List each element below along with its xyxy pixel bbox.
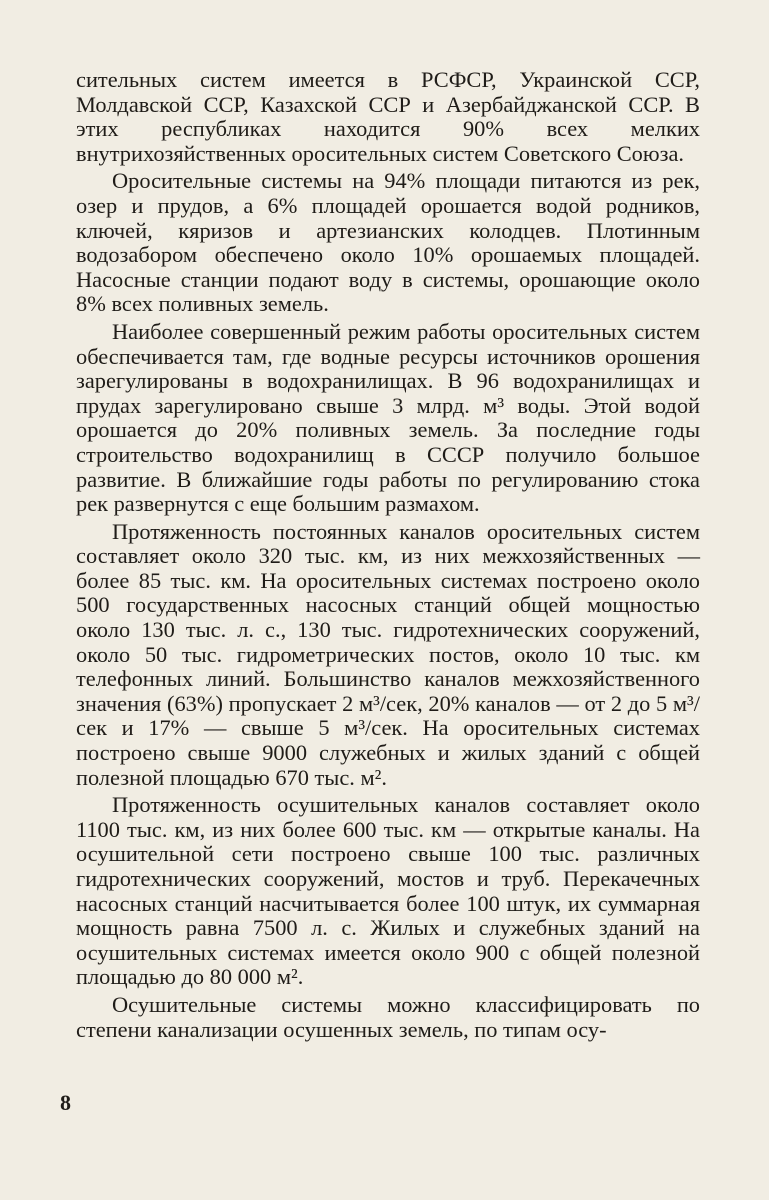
paragraph-5: Протяженность осушительных каналов составляет около 1100 тыс. км, из них более 600 тыс. км — открытые каналы. На осушительной сети построено свыше 100 тыс. различных гидротехнических сооружений, мостов и труб. Перекачечных насосных станций насчитывается более 100 штук, их суммарная мощность равна 7500 л. с. Жилых и служебных зданий на осушительных системах имеется около 900 с общей полезной площадью до 80 000 м². bbox=[76, 792, 700, 990]
body-text bbox=[76, 68, 700, 1042]
paragraph-2: Оросительные системы на 94% площади питаются из рек, озер и прудов, а 6% площадей орошается водой родников, ключей, кяризов и артезианских колодцев. Плотинным водозабором обеспечено около 10% орошаемых площадей. Насосные станции подают воду в системы, орошающие около 8% всех поливных земель. bbox=[76, 168, 700, 317]
paragraph-1-continuation: сительных систем имеется в РСФСР, Украинской ССР, Молдавской ССР, Казахской ССР и Азербайджанской ССР. В этих республиках находится 90% всех мелких внутрихозяйственных оросительных систем Советского Союза. bbox=[76, 67, 700, 166]
page-number: 8 bbox=[60, 1090, 71, 1115]
paragraph-4: Протяженность постоянных каналов оросительных систем составляет около 320 тыс. км, из них межхозяйственных — более 85 тыс. км. На оросительных системах построено около 500 государственных насосных станций общей мощностью около 130 тыс. л. с., 130 тыс. гидротехнических сооружений, около 50 тыс. гидрометрических постов, около 10 тыс. км телефонных линий. Большинство каналов межхозяйственного значения (63%) пропускает 2 м³/сек, 20% каналов — от 2 до 5 м³/сек и 17% — свыше 5 м³/сек. На оросительных системах построено свыше 9000 служебных и жилых зданий с общей полезной площадью 670 тыс. м². bbox=[76, 518, 700, 790]
paragraph-3: Наиболее совершенный режим работы оросительных систем обеспечивается там, где водные ресурсы источников орошения зарегулированы в водохранилищах. В 96 водохранилищах и прудах зарегулировано свыше 3 млрд. м³ воды. Этой водой орошается до 20% поливных земель. За последние годы строительство водохранилищ в СССР получило большое развитие. В ближайшие годы работы по регулированию стока рек развернутся с еще большим размахом. bbox=[76, 318, 700, 517]
paragraph-6: Осушительные системы можно классифицировать по степени канализации осушенных земель, по типам осу- bbox=[76, 991, 700, 1042]
